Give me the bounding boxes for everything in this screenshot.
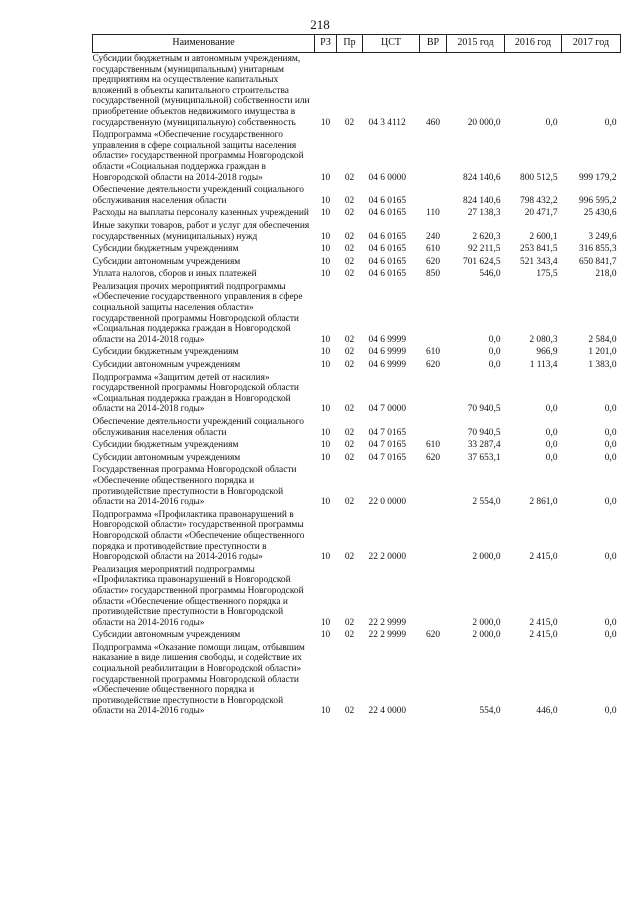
- cell-2015: 37 653,1: [467, 452, 501, 463]
- cell-name: Подпрограмма «Защитим детей от насилия» государственной программы Новгородской области «Социальная поддержка граждан в Новгородской области на 2014-2018 годы»: [92, 372, 299, 415]
- cell-2017: 0,0: [604, 427, 617, 438]
- cell-cst: 04 6 0165: [368, 195, 406, 206]
- header-2017: 2017 год: [562, 35, 621, 53]
- table-row: [93, 359, 621, 372]
- table-row: [93, 184, 621, 207]
- cell-rz: 10: [320, 427, 331, 438]
- cell-vr: [420, 464, 447, 508]
- cell-name: Реализация прочих мероприятий подпрограммы «Обеспечение государственного управления в сфере социальной защиты населения области» государственной программы Новгородской области «Социальная поддержка граждан в Новгородской области на 2014-2018 годы»: [92, 281, 303, 345]
- cell-pr: 02: [344, 427, 355, 438]
- header-2016: 2016 год: [505, 35, 562, 53]
- cell-2017: 0,0: [604, 630, 617, 641]
- cell-vr: [420, 416, 447, 439]
- cell-rz: 10: [320, 172, 331, 183]
- cell-vr: [420, 564, 447, 630]
- cell-rz: 10: [320, 630, 331, 641]
- cell-vr: 620: [425, 256, 441, 267]
- cell-cst: 04 6 9999: [368, 347, 406, 358]
- cell-pr: 02: [344, 552, 355, 563]
- cell-rz: 10: [320, 231, 331, 242]
- cell-pr: 02: [344, 404, 355, 415]
- cell-cst: 04 7 0000: [368, 404, 406, 415]
- cell-vr: 620: [425, 630, 441, 641]
- cell-rz: 10: [320, 195, 331, 206]
- cell-2015: 546,0: [479, 269, 501, 280]
- cell-pr: 02: [344, 360, 355, 371]
- cell-name: Подпрограмма «Оказание помощи лицам, отбывшим наказание в виде лишения свободы, и содействие их социальной реабилитации в Новгородской области» государственной программы Новгородской области «Обеспечение общественного порядка и противодействие преступности в Новгородской области на 2014-2016 годы»: [92, 642, 305, 717]
- cell-2015: 0,0: [488, 334, 501, 345]
- cell-2015: 70 940,5: [467, 404, 501, 415]
- cell-pr: 02: [344, 617, 355, 628]
- table-row: [93, 220, 621, 243]
- page-number: 218: [310, 17, 330, 32]
- cell-name: Субсидии автономным учреждениям: [92, 256, 241, 267]
- cell-2016: 521 343,4: [520, 256, 558, 267]
- cell-2017: 996 595,2: [579, 195, 617, 206]
- cell-2016: 175,5: [536, 269, 558, 280]
- table-header-row: [93, 35, 621, 53]
- cell-2016: 2 415,0: [529, 617, 558, 628]
- cell-2017: 0,0: [604, 617, 617, 628]
- cell-cst: 04 6 9999: [368, 360, 406, 371]
- cell-vr: [420, 129, 447, 184]
- cell-2015: 701 624,5: [463, 256, 501, 267]
- cell-pr: 02: [344, 117, 355, 128]
- header-cst: ЦСТ: [363, 35, 420, 53]
- table-row: [93, 642, 621, 718]
- table-row: [93, 452, 621, 465]
- cell-name: Субсидии бюджетным учреждениям: [92, 244, 239, 255]
- cell-vr: 460: [425, 117, 441, 128]
- cell-2015: 2 000,0: [472, 552, 501, 563]
- cell-2017: 3 249,6: [588, 231, 617, 242]
- cell-cst: 04 6 0000: [368, 172, 406, 183]
- cell-2017: 218,0: [595, 269, 617, 280]
- cell-vr: [420, 642, 447, 718]
- cell-pr: 02: [344, 334, 355, 345]
- cell-2015: 27 138,3: [467, 208, 501, 219]
- cell-cst: 04 3 4112: [368, 117, 406, 128]
- cell-2016: 0,0: [545, 440, 558, 451]
- cell-name: Субсидии бюджетным и автономным учреждениям, государственным (муниципальным) унитарным предприятиям на осуществление капитальных вложений в объекты капитального строительства государственной (муниципальной) собственности или приобретение объектов недвижимого имущества в государственную (муниципальную) собственность: [92, 54, 310, 128]
- cell-2015: 554,0: [479, 706, 501, 717]
- cell-2017: 1 383,0: [588, 360, 617, 371]
- cell-name: Реализация мероприятий подпрограммы «Профилактика правонарушений в Новгородской области» государственной программы Новгородской области «Обеспечение общественного порядка и противодействие преступности в Новгородской области на 2014-2016 годы»: [92, 564, 304, 628]
- cell-pr: 02: [344, 256, 355, 267]
- cell-2016: 446,0: [536, 706, 558, 717]
- table-row: [93, 243, 621, 256]
- cell-vr: 620: [425, 360, 441, 371]
- cell-2017: 0,0: [604, 452, 617, 463]
- cell-2017: 0,0: [604, 552, 617, 563]
- cell-rz: 10: [320, 440, 331, 451]
- table-row: [93, 207, 621, 220]
- cell-pr: 02: [344, 172, 355, 183]
- cell-2015: 0,0: [488, 347, 501, 358]
- cell-name: Субсидии бюджетным учреждениям: [92, 347, 239, 358]
- cell-name: Подпрограмма «Обеспечение государственного управления в сфере социальной защиты населения области» государственной программы Новгородской области «Социальная поддержка граждан в Новгородской области на 2014-2018 годы»: [92, 130, 304, 183]
- cell-rz: 10: [320, 334, 331, 345]
- cell-2016: 966,9: [536, 347, 558, 358]
- cell-2017: 999 179,2: [579, 172, 617, 183]
- cell-2016: 0,0: [545, 452, 558, 463]
- cell-cst: 04 6 9999: [368, 334, 406, 345]
- cell-2017: 1 201,0: [588, 347, 617, 358]
- cell-vr: [420, 184, 447, 207]
- cell-cst: 22 2 9999: [368, 630, 406, 641]
- cell-pr: 02: [344, 497, 355, 508]
- cell-2016: 253 841,5: [520, 244, 558, 255]
- cell-rz: 10: [320, 497, 331, 508]
- cell-rz: 10: [320, 706, 331, 717]
- table-row: [93, 346, 621, 359]
- cell-vr: 610: [425, 244, 441, 255]
- cell-name: Субсидии бюджетным учреждениям: [92, 440, 239, 451]
- cell-2017: 0,0: [604, 404, 617, 415]
- cell-2016: 2 080,3: [529, 334, 558, 345]
- table-row: [93, 372, 621, 416]
- cell-cst: 04 6 0165: [368, 231, 406, 242]
- cell-2015: 2 554,0: [472, 497, 501, 508]
- cell-cst: 04 6 0165: [368, 244, 406, 255]
- cell-2015: 20 000,0: [467, 117, 501, 128]
- cell-2015: 92 211,5: [468, 244, 501, 255]
- cell-2016: 0,0: [545, 427, 558, 438]
- cell-rz: 10: [320, 244, 331, 255]
- cell-2016: 2 861,0: [529, 497, 558, 508]
- cell-cst: 22 2 9999: [368, 617, 406, 628]
- cell-pr: 02: [344, 630, 355, 641]
- cell-name: Иные закупки товаров, работ и услуг для обеспечения государственных (муниципальных) нужд: [92, 220, 310, 242]
- cell-rz: 10: [320, 347, 331, 358]
- cell-pr: 02: [344, 347, 355, 358]
- cell-name: Субсидии автономным учреждениям: [92, 360, 241, 371]
- header-rz: РЗ: [315, 35, 337, 53]
- cell-pr: 02: [344, 195, 355, 206]
- table-row: [93, 629, 621, 642]
- cell-2015: 2 000,0: [472, 617, 501, 628]
- cell-cst: 22 4 0000: [368, 706, 406, 717]
- cell-2017: 25 430,6: [583, 208, 617, 219]
- cell-2015: 33 287,4: [467, 440, 501, 451]
- cell-name: Расходы на выплаты персоналу казенных учреждений: [92, 208, 309, 219]
- cell-2016: 798 432,2: [520, 195, 558, 206]
- cell-name: Государственная программа Новгородской области «Обеспечение общественного порядка и противодействие преступности в Новгородской области на 2014-2016 годы»: [92, 465, 297, 508]
- table-row: [93, 416, 621, 439]
- cell-2016: 2 600,1: [529, 231, 558, 242]
- cell-2015: 0,0: [488, 360, 501, 371]
- cell-name: Обеспечение деятельности учреждений социального обслуживания населения области: [92, 185, 304, 206]
- header-vr: ВР: [420, 35, 447, 53]
- cell-2017: 0,0: [604, 706, 617, 717]
- cell-rz: 10: [320, 617, 331, 628]
- cell-2016: 800 512,5: [520, 172, 558, 183]
- cell-cst: 22 2 0000: [368, 552, 406, 563]
- cell-vr: 850: [425, 269, 441, 280]
- cell-cst: 04 7 0165: [368, 440, 406, 451]
- cell-2016: 20 471,7: [524, 208, 558, 219]
- cell-2017: 0,0: [604, 440, 617, 451]
- table-row: [93, 281, 621, 347]
- cell-vr: 610: [425, 440, 441, 451]
- cell-rz: 10: [320, 360, 331, 371]
- cell-2017: 316 855,3: [579, 244, 617, 255]
- table-row: [93, 268, 621, 281]
- cell-vr: [420, 372, 447, 416]
- cell-name: Субсидии автономным учреждениям: [92, 630, 241, 641]
- table-row: [93, 564, 621, 630]
- cell-pr: 02: [344, 208, 355, 219]
- cell-pr: 02: [344, 231, 355, 242]
- cell-vr: [420, 281, 447, 347]
- cell-rz: 10: [320, 404, 331, 415]
- header-name: Наименование: [93, 35, 315, 53]
- table-body: [93, 53, 621, 719]
- cell-vr: 240: [425, 231, 441, 242]
- cell-pr: 02: [344, 452, 355, 463]
- budget-table: [92, 34, 621, 718]
- cell-rz: 10: [320, 117, 331, 128]
- table-row: [93, 464, 621, 508]
- cell-name: Подпрограмма «Профилактика правонарушений в Новгородской области» государственной программы Новгородской области «Обеспечение общественного порядка и противодействие преступности в Новгородской области на 2014-2016 годы»: [92, 509, 305, 563]
- cell-cst: 04 6 0165: [368, 269, 406, 280]
- cell-2017: 650 841,7: [579, 256, 617, 267]
- cell-rz: 10: [320, 256, 331, 267]
- cell-2015: 70 940,5: [467, 427, 501, 438]
- cell-pr: 02: [344, 440, 355, 451]
- cell-2015: 824 140,6: [463, 172, 501, 183]
- cell-cst: 22 0 0000: [368, 497, 406, 508]
- cell-vr: 110: [426, 208, 440, 219]
- cell-vr: 610: [425, 347, 441, 358]
- cell-rz: 10: [320, 452, 331, 463]
- table-row: [93, 439, 621, 452]
- cell-name: Обеспечение деятельности учреждений социального обслуживания населения области: [92, 417, 304, 438]
- cell-pr: 02: [344, 706, 355, 717]
- cell-rz: 10: [320, 208, 331, 219]
- table-row: [93, 53, 621, 130]
- cell-cst: 04 7 0165: [368, 452, 406, 463]
- cell-2016: 0,0: [545, 117, 558, 128]
- table-row: [93, 256, 621, 269]
- cell-2016: 2 415,0: [529, 552, 558, 563]
- table-row: [93, 509, 621, 564]
- cell-2017: 2 584,0: [588, 334, 617, 345]
- cell-vr: 620: [425, 452, 441, 463]
- cell-2017: 0,0: [604, 497, 617, 508]
- cell-2016: 0,0: [545, 404, 558, 415]
- cell-rz: 10: [320, 552, 331, 563]
- cell-name: Уплата налогов, сборов и иных платежей: [92, 269, 257, 280]
- cell-rz: 10: [320, 269, 331, 280]
- cell-2016: 2 415,0: [529, 630, 558, 641]
- cell-2016: 1 113,4: [529, 360, 558, 371]
- cell-2017: 0,0: [604, 117, 617, 128]
- cell-2015: 824 140,6: [463, 195, 501, 206]
- cell-2015: 2 620,3: [472, 231, 501, 242]
- cell-pr: 02: [344, 244, 355, 255]
- cell-2015: 2 000,0: [472, 630, 501, 641]
- cell-cst: 04 7 0165: [368, 427, 406, 438]
- cell-vr: [420, 509, 447, 564]
- cell-name: Субсидии автономным учреждениям: [92, 452, 241, 463]
- cell-cst: 04 6 0165: [368, 208, 406, 219]
- header-pr: Пр: [337, 35, 363, 53]
- cell-pr: 02: [344, 269, 355, 280]
- cell-cst: 04 6 0165: [368, 256, 406, 267]
- table-row: [93, 129, 621, 184]
- header-2015: 2015 год: [447, 35, 505, 53]
